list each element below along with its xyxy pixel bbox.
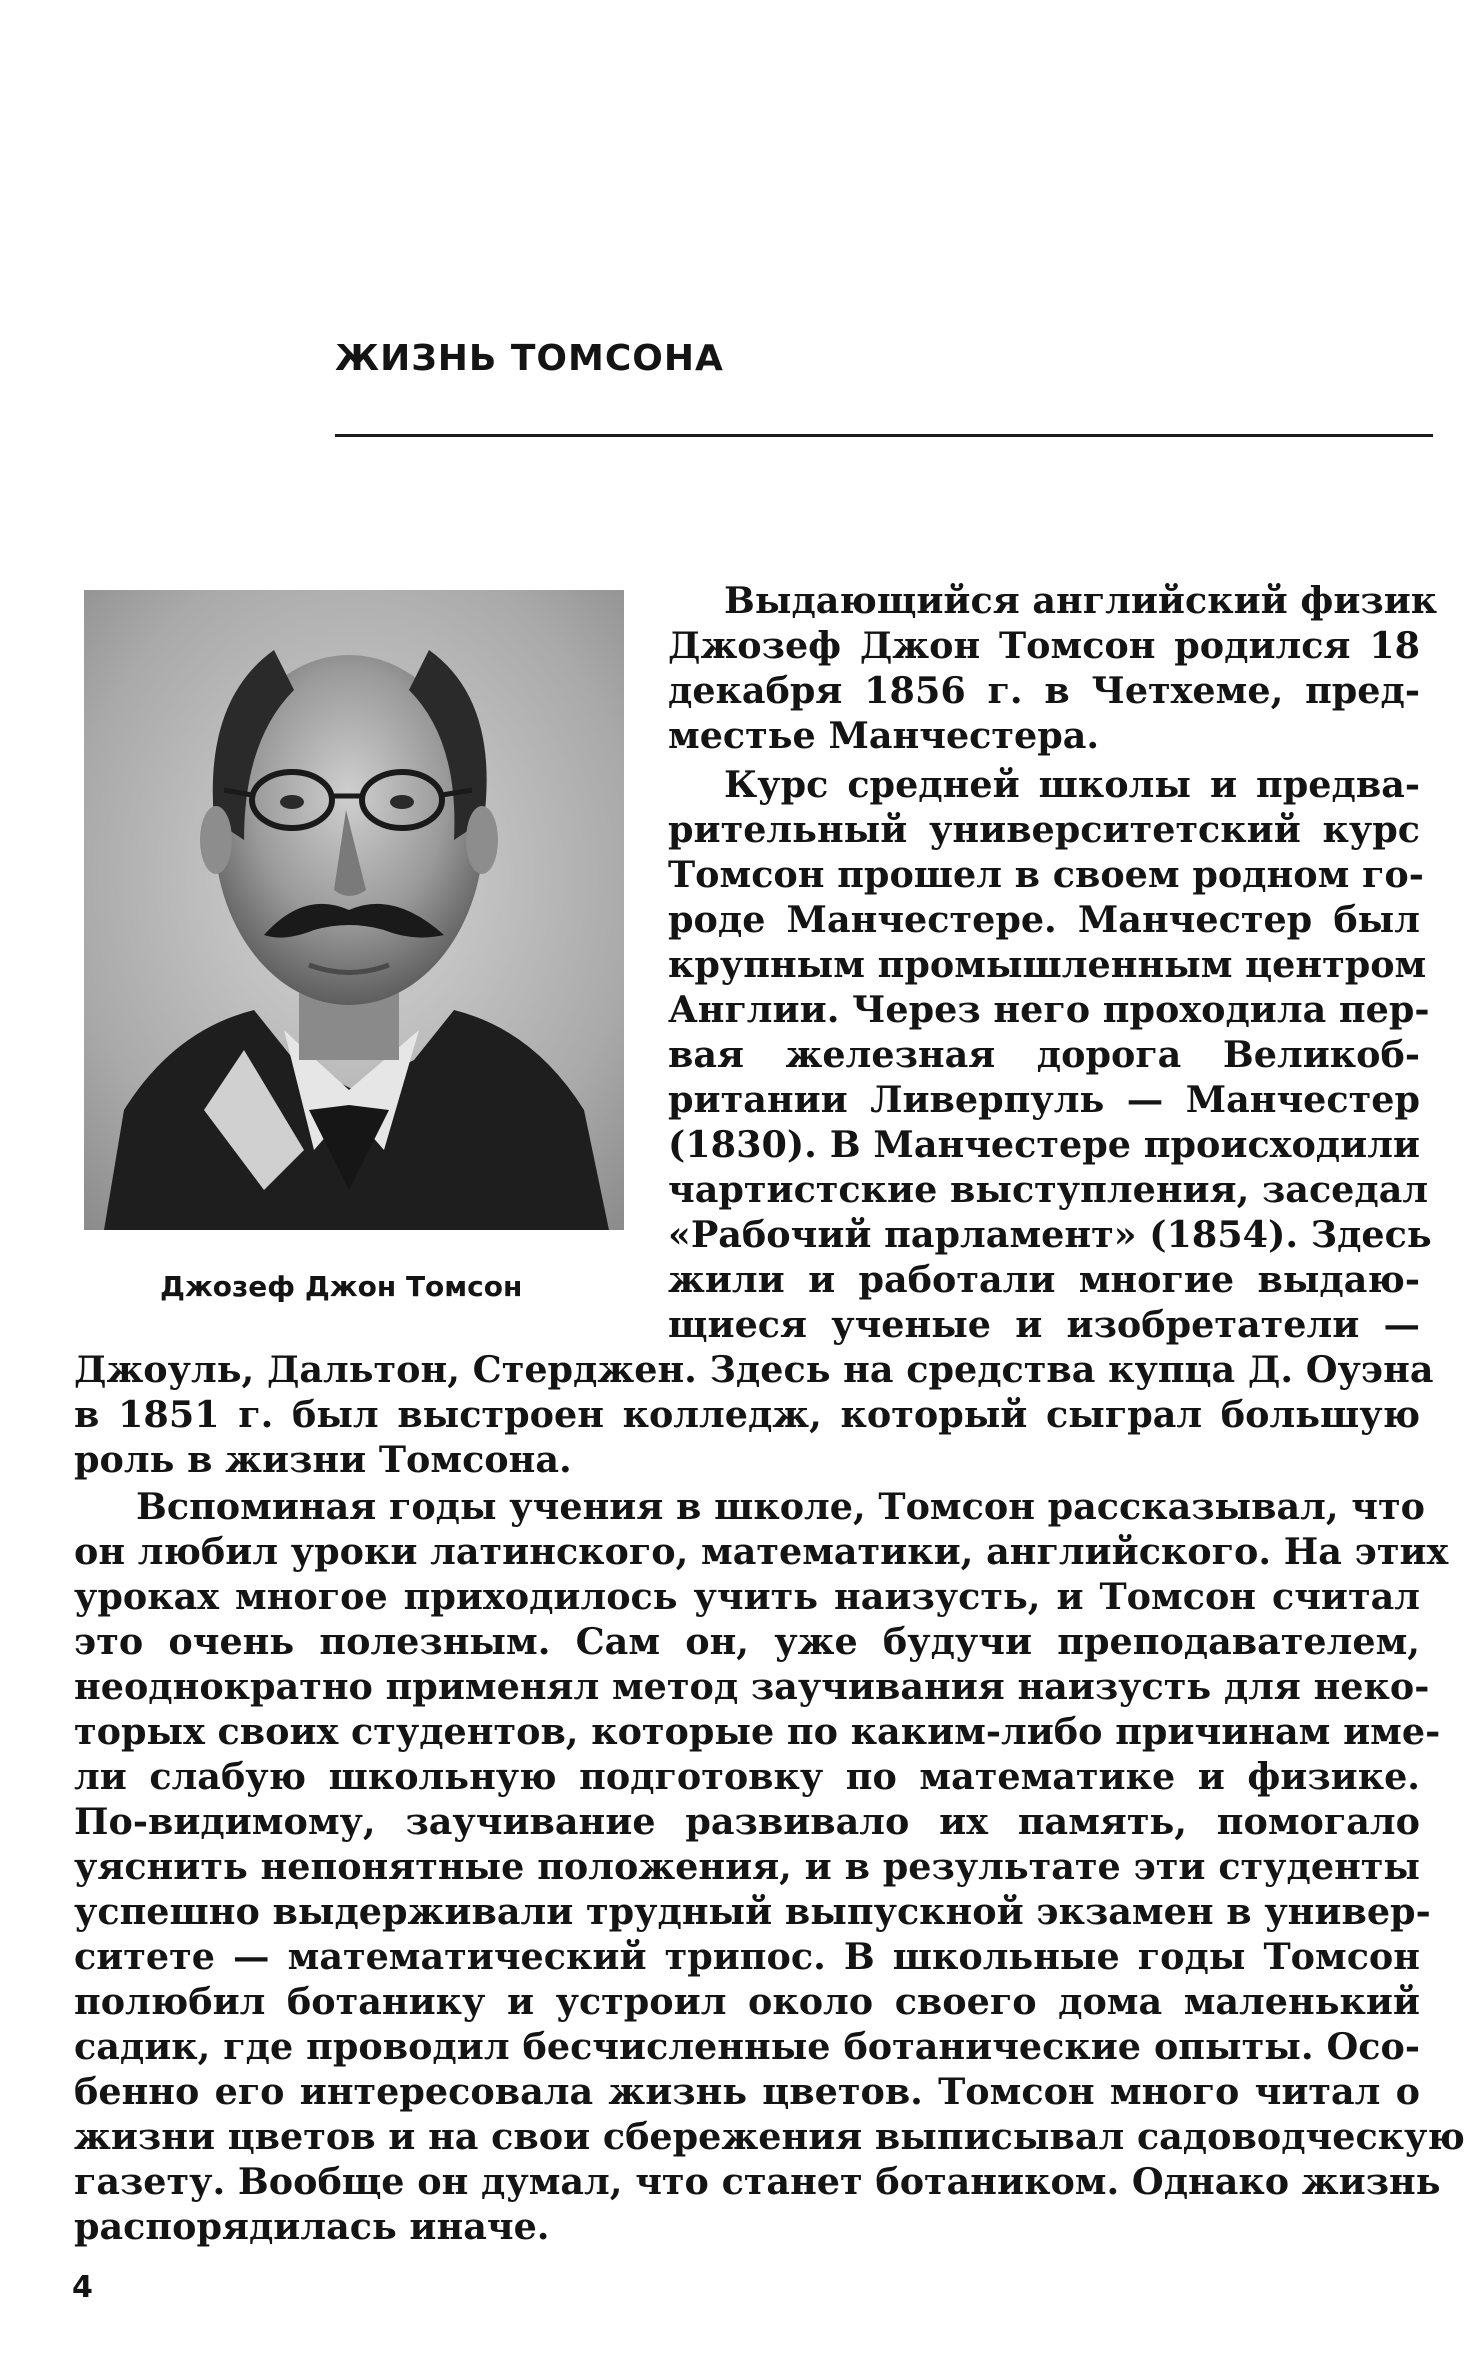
text-line: это очень полезным. Сам он, уже будучи преподавателем, xyxy=(74,1620,1420,1663)
text-line: жизни цветов и на свои сбережения выписывал садоводческую xyxy=(74,2115,1465,2158)
text-line: «Рабочий парламент» (1854). Здесь xyxy=(668,1213,1432,1256)
text-line: торых своих студентов, которые по каким-либо причинам име- xyxy=(74,1710,1441,1753)
text-line: рительный университетский курс xyxy=(668,808,1420,851)
portrait-caption: Джозеф Джон Томсон xyxy=(160,1270,523,1303)
text-line: уроках многое приходилось учить наизусть, и Томсон считал xyxy=(74,1575,1420,1618)
portrait-photo xyxy=(84,590,624,1230)
text-line: Томсон прошел в своем родном го- xyxy=(668,853,1424,896)
text-line: роль в жизни Томсона. xyxy=(74,1438,572,1481)
text-line: (1830). В Манчестере происходили xyxy=(668,1123,1420,1166)
text-line: роде Манчестере. Манчестер был xyxy=(668,898,1420,941)
text-line: декабря 1856 г. в Четхеме, пред- xyxy=(668,669,1420,712)
text-line: местье Манчестера. xyxy=(668,714,1100,757)
text-line: вая железная дорога Великоб- xyxy=(668,1033,1420,1076)
text-line: в 1851 г. был выстроен колледж, который сыграл большую xyxy=(74,1393,1420,1436)
text-line: Джозеф Джон Томсон родился 18 xyxy=(668,624,1420,667)
text-line: ритании Ливерпуль — Манчестер xyxy=(668,1078,1420,1121)
text-line: он любил уроки латинского, математики, английского. На этих xyxy=(74,1530,1449,1573)
text-line: Курс средней школы и предва- xyxy=(724,763,1420,806)
text-line: Выдающийся английский физик xyxy=(724,579,1438,622)
text-line: крупным промышленным центром xyxy=(668,943,1427,986)
text-line: ли слабую школьную подготовку по математике и физике. xyxy=(74,1755,1420,1798)
text-line: успешно выдерживали трудный выпускной экзамен в универ- xyxy=(74,1890,1431,1933)
chapter-title: ЖИЗНЬ ТОМСОНА xyxy=(335,338,724,379)
text-line: ситете — математический трипос. В школьные годы Томсон xyxy=(74,1935,1420,1978)
text-line: щиеся ученые и изобретатели — xyxy=(668,1303,1420,1346)
text-line: распорядилась иначе. xyxy=(74,2205,550,2248)
page-number: 4 xyxy=(72,2270,93,2305)
text-line: Вспоминая годы учения в школе, Томсон рассказывал, что xyxy=(136,1485,1425,1528)
text-line: Джоуль, Дальтон, Стерджен. Здесь на средства купца Д. Оуэна xyxy=(74,1348,1434,1391)
text-line: уяснить непонятные положения, и в результате эти студенты xyxy=(74,1845,1420,1888)
text-line: полюбил ботанику и устроил около своего дома маленький xyxy=(74,1980,1420,2023)
text-line: газету. Вообще он думал, что станет ботаником. Однако жизнь xyxy=(74,2160,1441,2203)
text-line: Англии. Через него проходила пер- xyxy=(668,988,1430,1031)
text-line: неоднократно применял метод заучивания наизусть для неко- xyxy=(74,1665,1430,1708)
text-line: чартистские выступления, заседал xyxy=(668,1168,1429,1211)
text-line: бенно его интересовала жизнь цветов. Томсон много читал о xyxy=(74,2070,1420,2113)
text-line: садик, где проводил бесчисленные ботанические опыты. Осо- xyxy=(74,2025,1420,2068)
text-line: жили и работали многие выдаю- xyxy=(668,1258,1420,1301)
text-line: По-видимому, заучивание развивало их память, помогало xyxy=(74,1800,1420,1843)
title-divider xyxy=(335,434,1433,437)
